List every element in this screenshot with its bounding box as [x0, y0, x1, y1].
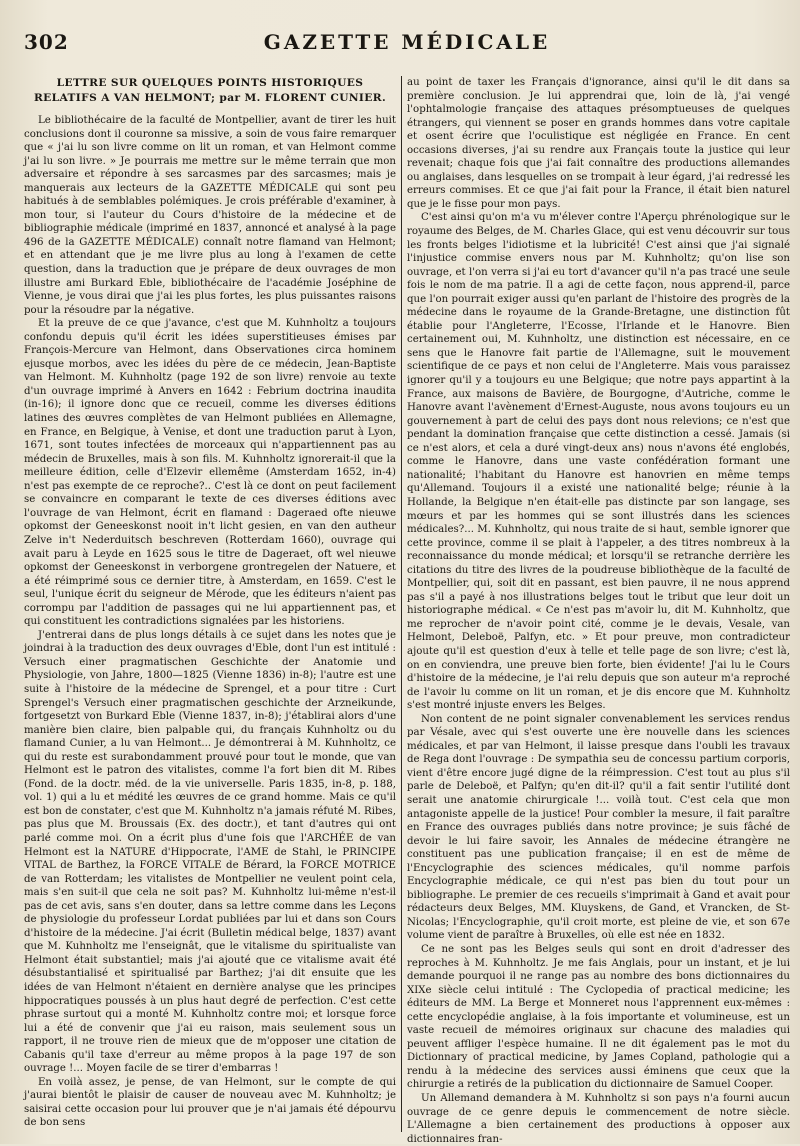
paragraph: Ce ne sont pas les Belges seuls qui sont en droit d'adresser des reproches à M. Kuhnholtz. Je me fais Anglais, pour un instant, et je lui demande pourquoi il ne range pas au nombre des bons dictionnaires du XIXe siècle celui intitulé : The Cyclopedia of practical medicine; les éditeurs de MM. La Berge et Monneret nous l'apprennent eux-mêmes : cette encyclopédie anglaise, à la fois importante et volumineuse, est un vaste recueil de mémoires originaux sur chacune des maladies qui peuvent affliger l'espèce humaine. Il ne dit également pas le mot du Dictionnary of practical medicine, by James Copland, pathologie qui a rendu à la médecine des services aussi éminens que ceux que la chirurgie a retirés de la publication du dictionnaire de Samuel Cooper. — [407, 944, 790, 1091]
paragraph: En voilà assez, je pense, de van Helmont, sur le compte de qui j'aurai bientôt le plaisir de causer de nouveau avec M. Kuhnholtz; je saisirai cette occasion pour lui prouver que je n'ai jamais été dépourvu de bon sens — [24, 1076, 396, 1129]
paragraph: Un Allemand demandera à M. Kuhnholtz si son pays n'a fourni aucun ouvrage de ce genre depuis le commencement de notre siècle. L'Allemagne a bien certainement des productions à opposer aux dictionnaires fran- — [407, 1093, 790, 1145]
paragraph: C'est ainsi qu'on m'a vu m'élever contre l'Aperçu phrénologique sur le royaume des Belges, de M. Charles Glace, qui est venu découvrir sur tous les fronts belges l'idiotisme et la lubricité! C'est ainsi que j'ai signalé l'injustice commise envers nous par M. Kuhnholtz; qu'on lise son ouvrage, et l'on verra si j'ai eu tort d'avancer qu'il n'a pas tracé une seule fois le nom de ma patrie. Il a agi de cette façon, nous apprend-il, parce que l'on pourrait exiger aussi qu'en parlant de l'histoire des progrès de la médecine dans le royaume de la Grande-Bretagne, une distinction fût établie pour l'Angleterre, l'Ecosse, l'Irlande et le Hanovre. Bien certainement oui, M. Kuhnholtz, une distinction est nécessaire, en ce sens que le Hanovre fait partie de l'Allemagne, suit le mouvement scientifique de ce pays et non celui de l'Angleterre. Mais vous paraissez ignorer qu'il y a toujours eu une Belgique; que notre pays appartint à la France, aux maisons de Bavière, de Bourgogne, d'Autriche, comme le Hanovre avant l'avènement d'Ernest-Auguste, nous avons toujours eu un gouvernement à part de celui des pays dont nous relevions; ce n'est que pendant la domination française que cette distinction a cessé. Jamais (si ce n'est alors, et cela a duré vingt-deux ans) nous n'avons été englobés, comme le Hanovre, dans une vaste confédération formant une nationalité; l'habitant du Hanovre est hanovrien en même temps qu'Allemand. Toujours il a existé une nationalité belge; réunie à la Hollande, la Belgique n'en était-elle pas distincte par son langage, ses mœurs et par les hommes qui se sont illustrés dans les sciences médicales?... M. Kuhnholtz, qui nous traite de si haut, semble ignorer que cette province, comme il se plait à l'appeler, a des titres nombreux à la reconnaissance du monde médical; et lorsqu'il se retranche derrière les citations du titre des livres de la poudreuse bibliothèque de la faculté de Montpellier, qui, soit dit en passant, est bien pauvre, il ne nous apprend pas s'il a payé à nos illustrations belges tout le tribut que leur doit un historiographe médical. « Ce n'est pas m'avoir lu, dit M. Kuhnholtz, que me reprocher de n'avoir point cité, comme je le devais, Vesale, van Helmont, Deleboë, Palfyn, etc. » Et pour preuve, mon contradicteur ajoute qu'il est question d'eux à telle et telle page de son livre; c'est là, on en conviendra, une preuve bien forte, bien évidente! J'ai lu le Cours d'histoire de la médecine, je l'ai relu depuis que son auteur m'a reproché de l'avoir lu comme on lit un roman, et je dis encore que M. Kuhnholtz s'est montré injuste envers les Belges. — [407, 212, 790, 712]
right-column — [407, 76, 790, 1145]
article-title: LETTRE SUR QUELQUES POINTS HISTORIQUES RELATIFS A VAN HELMONT; par M. FLORENT CUNIER. — [33, 77, 387, 104]
paragraph: Non content de ne point signaler convenablement les services rendus par Vésale, avec qui s'est ouverte une ère nouvelle dans les sciences médicales, et par van Helmont, il laisse presque dans l'oubli les travaux de Rega dont l'ouvrage : De sympathia seu de concessu partium corporis, vient d'être encore jugé digne de la réimpression. C'est tout au plus s'il parle de Deleboë, et Palfyn; qu'en dit-il? qu'il a fait sentir l'utilité dont serait une anatomie chirurgicale !... voilà tout. C'est cela que mon antagoniste appelle de la justice! Pour combler la mesure, il fait paraître en France des ouvrages publiés dans notre province; je suis fâché de devoir le lui faire savoir, les Annales de médecine étrangère ne constituent pas une publication française; il en est de même de l'Encyclographie des sciences médicales, qu'il nomme parfois Encyclographie médicale, ce qui n'est pas bien du tout pour un bibliographe. Le premier de ces recueils s'imprimait à Gand et avait pour rédacteurs deux Belges, MM. Kluyskens, de Gand, et Vrancken, de St-Nicolas; l'Encyclographie, qu'il croit morte, est pleine de vie, et son 67e volume vient de paraître à Bruxelles, où elle est née en 1832. — [407, 713, 790, 942]
page-header — [24, 20, 790, 60]
journal-title: GAZETTE MÉDICALE — [263, 30, 551, 54]
paragraph: au point de taxer les Français d'ignorance, ainsi qu'il le dit dans sa première conclusion. Je lui apprendrai que, loin de là, j'ai vengé l'ophtalmologie française des attaques présomptueuses de quelques étrangers, qui viennent se poser en grands hommes dans votre capitale et osent écrire que l'oculistique est négligée en France. En cent occasions diverses, j'ai su rendre aux Français toute la justice qui leur revenait; chaque fois que j'ai fait connaître des productions allemandes ou anglaises, dans lesquelles on se trompait à leur égard, j'ai redressé les erreurs commises. Et ce que j'ai fait pour la France, il était bien naturel que je le fisse pour mon pays. — [407, 77, 790, 210]
paragraph: Le bibliothécaire de la faculté de Montpellier, avant de tirer les huit conclusions dont il couronne sa missive, a soin de vous faire remarquer que « j'ai lu son livre comme on lit un roman, et van Helmont comme j'ai lu son livre. » Je pourrais me mettre sur le même terrain que mon adversaire et répondre à ses sarcasmes par des sarcasmes; mais je manquerais aux lecteurs de la GAZETTE MÉDICALE qui sont peu habitués à de semblables polémiques. Je crois préférable d'examiner, à mon tour, si l'auteur du Cours d'histoire de la médecine et de bibliographie médicale (imprimé en 1837, annoncé et analysé à la page 496 de la GAZETTE MÉDICALE) connaît notre flamand van Helmont; et en attendant que je me livre plus au long à l'examen de cette question, dans la traduction que je prépare de deux ouvrages de mon illustre ami Burkard Eble, bibliothécaire de l'académie Joséphine de Vienne, je vous dirai que j'ai les plus fortes, les plus puissantes raisons pour la résoudre par la négative. — [24, 115, 396, 316]
paragraph: J'entrerai dans de plus longs détails à ce sujet dans les notes que je joindrai à la traduction des deux ouvrages d'Eble, dont l'un est intitulé : Versuch einer pragmatischen Geschichte der Anatomie und Physiologie, von Jahre, 1800—1825 (Vienne 1836) in-8); l'autre est une suite à l'histoire de la médecine de Sprengel, et a pour titre : Curt Sprengel's Versuch einer pragmatischen geschichte der Arzneikunde, fortgesetzt von Burkard Eble (Vienne 1837, in-8); j'établirai alors d'une manière bien claire, bien palpable qui, du français Kuhnholtz ou du flamand Cunier, a lu van Helmont... Je démontrerai à M. Kuhnholtz, ce qui du reste est surabondamment prouvé pour tout le monde, que van Helmont est le patron des vitalistes, comme l'a fort bien dit M. Ribes (Fond. de la doctr. méd. de la vie universelle. Paris 1835, in-8, p. 188, vol. 1) qui a lu et médité les œuvres de ce grand homme. Mais ce qu'il est bon de constater, c'est que M. Kuhnholtz n'a jamais réfuté M. Ribes, pas plus que M. Broussais (Ex. des doctr.), et tant d'autres qui ont parlé comme moi. On a écrit plus d'une fois que l'ARCHÉE de van Helmont est la NATURE d'Hippocrate, l'AME de Stahl, le PRINCIPE VITAL de Barthez, la FORCE VITALE de Bérard, la FORCE MOTRICE de van Rotterdam; les vitalistes de Montpellier ne veulent point cela, mais s'en suit-il que cela ne soit pas? M. Kuhnholtz lui-même n'est-il pas de cet avis, sans s'en douter, dans sa lettre comme dans les Leçons de physiologie du professeur Lordat publiées par lui et dans son Cours d'histoire de la médecine. J'ai écrit (Bulletin médical belge, 1837) avant que M. Kuhnholtz me l'enseignât, que le vitalisme du spiritualiste van Helmont était substantiel; mais j'ai ajouté que ce vitalisme avait été désubstantialisé et spiritualisé par Barthez; j'ai dit ensuite que les idées de van Helmont n'étaient en dernière analyse que les principes hippocratiques poussés à un plus haut degré de perfection. C'est cette phrase surtout qui a monté M. Kuhnholtz contre moi; et lorsque force lui a été de convenir que j'ai eu raison, mais seulement sous un rapport, il ne trouve rien de mieux que de m'opposer une citation de Cabanis qu'il taxe d'erreur au même propos à la page 197 de son ouvrage !... Moyen facile de se tirer d'embarras ! — [24, 629, 396, 1075]
left-column — [24, 76, 396, 1132]
column-divider — [401, 76, 402, 1132]
page-number: 302 — [24, 30, 69, 54]
article-columns — [24, 76, 790, 1145]
paragraph: Et la preuve de ce que j'avance, c'est que M. Kuhnholtz a toujours confondu depuis qu'il écrit les idées superstitieuses émises par François-Mercure van Helmont, dans Observationes circa hominem ejusque morbos, avec les idées du père de ce médecin, Jean-Baptiste van Helmont. M. Kuhnholtz (page 192 de son livre) renvoie au texte d'un ouvrage imprimé à Anvers en 1642 : Febrium doctrina inaudita (in-16); il ignore donc que ce recueil, comme les diverses éditions latines des œuvres complètes de van Helmont publiées en Allemagne, en France, en Belgique, à Venise, et dont une traduction parut à Lyon, 1671, sont toutes infectées de morceaux qui n'appartiennent pas au médecin de Bruxelles, mais à son fils. M. Kuhnholtz ignorerait-il que la meilleure édition, celle d'Elzevir ellemême (Amsterdam 1652, in-4) n'est pas exempte de ce reproche?.. C'est là ce dont on peut facilement se convaincre en comparant le texte de ces diverses éditions avec l'ouvrage de van Helmont, écrit en flamand : Dageraed ofte nieuwe opkomst der Geneeskonst nooit in't licht gesien, en van den autheur Zelve in't Nederduitsch beschreven (Rotterdam 1660), ouvrage qui avait paru à Leyde en 1625 sous le titre de Dageraet, oft wel nieuwe opkomst der Geneeskonst in verborgene grontregelen der Natuere, et a été réimprimé sous ce dernier titre, à Amsterdam, en 1659. C'est le seul, l'unique écrit du seigneur de Mérode, que les éditeurs n'aient pas corrompu par l'addition de passages qui ne lui appartiennent pas, et qui constituent les contradictions signalées par les historiens. — [24, 318, 396, 628]
